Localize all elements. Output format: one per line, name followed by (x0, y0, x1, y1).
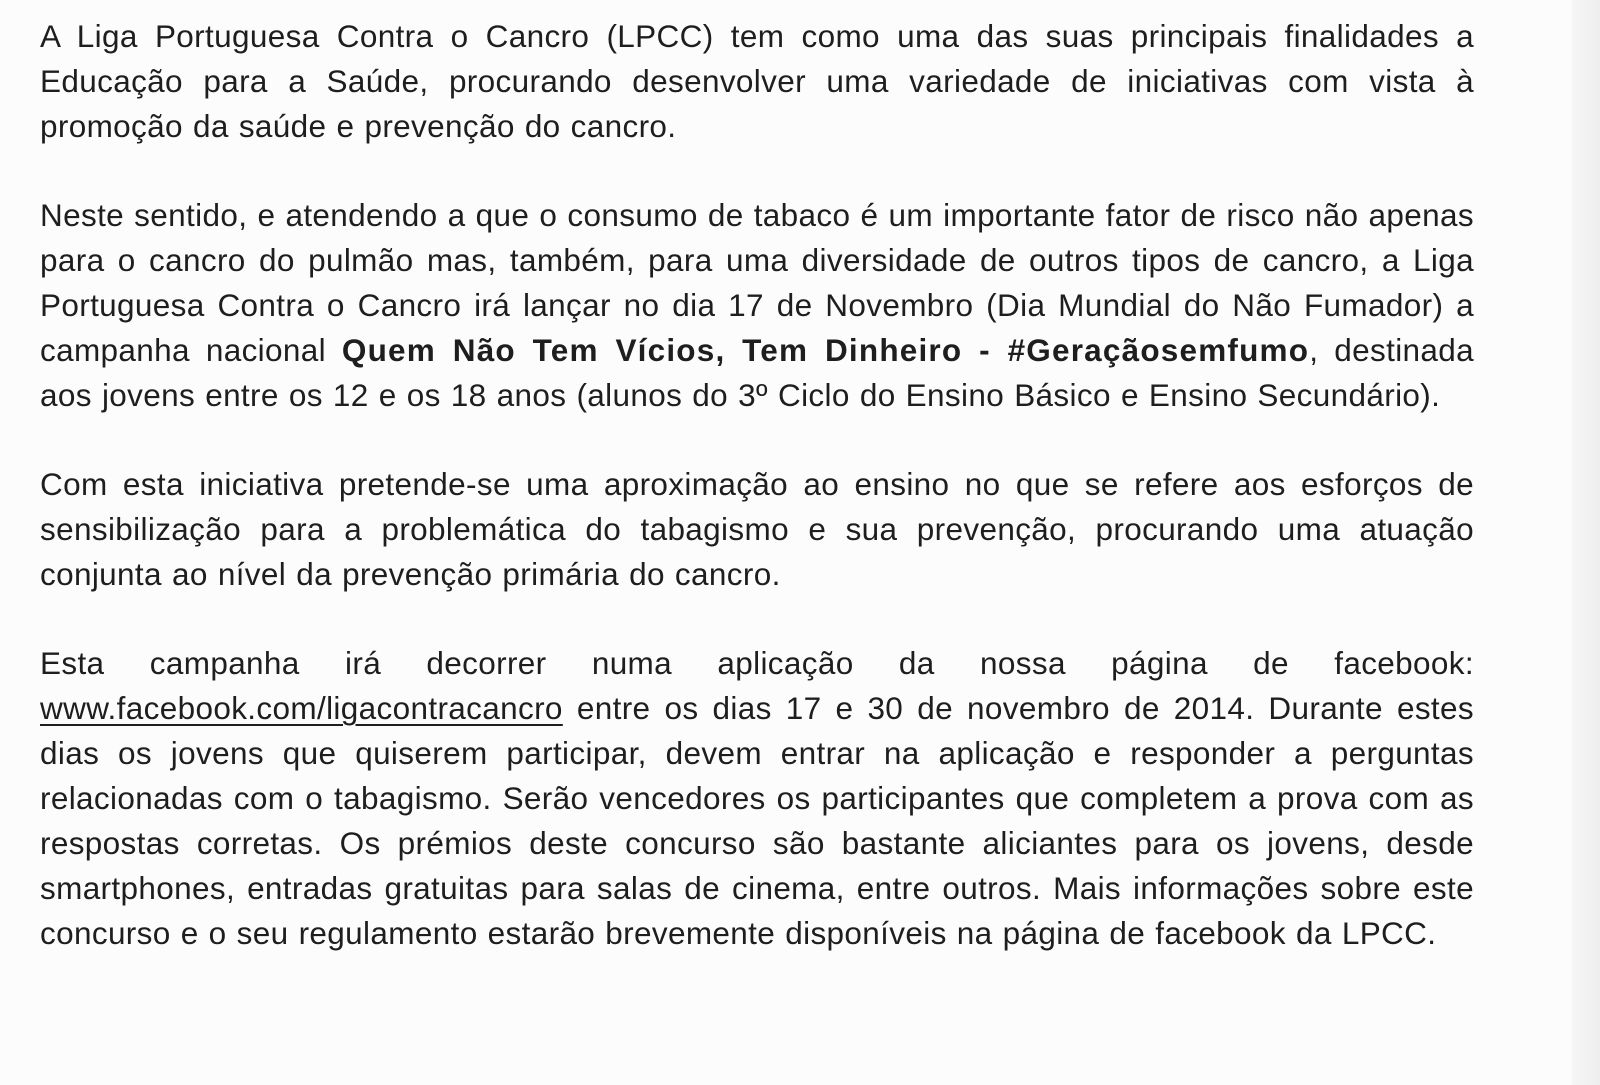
facebook-link[interactable]: www.facebook.com/ligacontracancro (40, 690, 563, 726)
paragraph-facebook-text-end: entre os dias 17 e 30 de novembro de 2014. Durante estes dias os jovens que quiserem participar, devem entrar na aplicação e responder a perguntas relacionadas com o tabagismo. Serão vencedores os participantes que completem a prova com as respostas corretas. Os prémios deste concurso são bastante aliciantes para os jovens, desde smartphones, entradas gratuitas para salas de cinema, entre outros. Mais informações sobre este concurso e o seu regulamento estarão brevemente disponíveis na página de facebook da LPCC. (40, 690, 1474, 951)
paragraph-campaign-text-start: Neste sentido, e atendendo a que o consumo de tabaco é um importante fator de risco não apenas para o cancro do pulmão mas, também, para uma diversidade de outros tipos de cancro, a Liga Portuguesa Contra o Cancro irá lançar no dia 17 de Novembro (Dia Mundial do Não Fumador) a campanha nacional (40, 197, 1474, 368)
paragraph-facebook-text-start: Esta campanha irá decorrer numa aplicação da nossa página de facebook: (40, 645, 1474, 681)
paragraph-campaign (40, 193, 1474, 418)
paragraph-initiative-text: Com esta iniciativa pretende-se uma aproximação ao ensino no que se refere aos esforços de sensibilização para a problemática do tabagismo e sua prevenção, procurando uma atuação conjunta ao nível da prevenção primária do cancro. (40, 466, 1474, 592)
paragraph-intro (40, 14, 1474, 149)
paragraph-initiative (40, 462, 1474, 597)
page-edge-shadow (1572, 0, 1600, 1085)
paragraph-campaign-text-end: , destinada aos jovens entre os 12 e os 18 anos (alunos do 3º Ciclo do Ensino Básico e Ensino Secundário). (40, 332, 1475, 413)
document-body (40, 14, 1474, 956)
paragraph-intro-text: A Liga Portuguesa Contra o Cancro (LPCC) tem como uma das suas principais finalidades a Educação para a Saúde, procurando desenvolver uma variedade de iniciativas com vista à promoção da saúde e prevenção do cancro. (40, 18, 1474, 144)
paragraph-facebook (40, 641, 1474, 956)
campaign-name: Quem Não Tem Vícios, Tem Dinheiro - #Geraçãosemfumo (341, 332, 1310, 368)
